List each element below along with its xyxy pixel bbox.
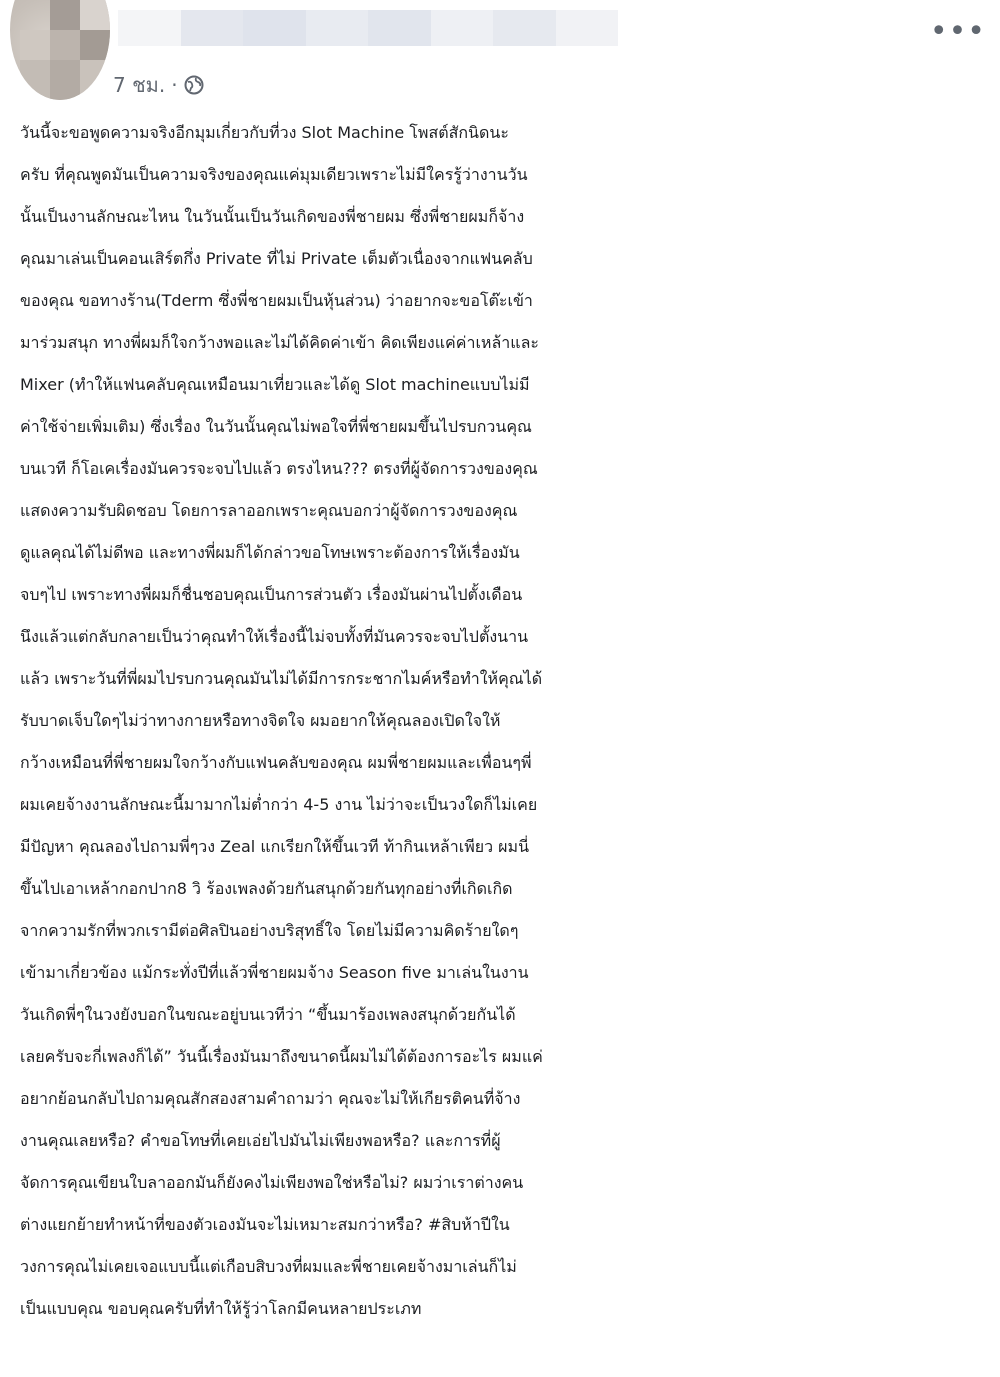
more-options-icon[interactable]: ••• xyxy=(929,14,986,49)
post-text-line: เป็นแบบคุณ ขอบคุณครับที่ทำให้รู้ว่าโลกมีคนหลายประเภท xyxy=(20,1299,422,1318)
post-text-line: จากความรักที่พวกเรามีต่อศิลปินอย่างบริสุทธิ์ใจ โดยไม่มีความคิดร้ายใดๆ xyxy=(20,921,519,940)
post-text-line: บนเวที ก็โอเคเรื่องมันควรจะจบไปแล้ว ตรงไหน??? ตรงที่ผู้จัดการวงของคุณ xyxy=(20,459,538,478)
post-text-line: Mixer (ทำให้แฟนคลับคุณเหมือนมาเที่ยวและได้ดู Slot machineแบบไม่มี xyxy=(20,375,530,394)
post-meta xyxy=(113,70,204,100)
post-text-line: แสดงความรับผิดชอบ โดยการลาออกเพราะคุณบอกว่าผู้จัดการวงของคุณ xyxy=(20,501,518,520)
meta-separator: · xyxy=(171,73,178,97)
post-text-line: จัดการคุณเขียนใบลาออกมันก็ยังคงไม่เพียงพอใช่หรือไม่? ผมว่าเราต่างคน xyxy=(20,1173,524,1192)
post-text-line: ขึ้นไปเอาเหล้ากอกปาก8 วิ ร้องเพลงด้วยกันสนุกด้วยกันทุกอย่างที่เกิดเกิด xyxy=(20,879,513,898)
post-text-line: นั้นเป็นงานลักษณะไหน ในวันนั้นเป็นวันเกิดของพี่ชายผม ซึ่งพี่ชายผมก็จ้าง xyxy=(20,207,525,226)
avatar[interactable] xyxy=(10,0,110,100)
post-timestamp[interactable]: 7 ชม. xyxy=(113,73,166,97)
post-text-line: ค่าใช้จ่ายเพิ่มเติม) ซึ่งเรื่อง ในวันนั้นคุณไม่พอใจที่พี่ชายผมขึ้นไปรบกวนคุณ xyxy=(20,417,532,436)
post-text-line: ของคุณ ขอทางร้าน(Tderm ซึ่งพี่ชายผมเป็นหุ้นส่วน) ว่าอยากจะขอโต๊ะเข้า xyxy=(20,291,533,310)
post-text-line: วงการคุณไม่เคยเจอแบบนี้แต่เกือบสิบวงที่ผมและพี่ชายเคยจ้างมาเล่นก็ไม่ xyxy=(20,1257,517,1276)
post-text-line: กว้างเหมือนที่พี่ชายผมใจกว้างกับแฟนคลับของคุณ ผมพี่ชายผมและเพื่อนๆพี่ xyxy=(20,753,532,772)
author-name-redacted[interactable] xyxy=(118,10,618,46)
post-text-line: อยากย้อนกลับไปถามคุณสักสองสามคำถามว่า คุณจะไม่ให้เกียรติคนที่จ้าง xyxy=(20,1089,521,1108)
post-text-line: วันนี้จะขอพูดความจริงอีกมุมเกี่ยวกับที่วง Slot Machine โพสต์สักนิดนะ xyxy=(20,123,509,142)
post-text-line: นึงแล้วแต่กลับกลายเป็นว่าคุณทำให้เรื่องนี้ไม่จบทั้งที่มันควรจะจบไปตั้งนาน xyxy=(20,627,529,646)
post-text-line: งานคุณเลยหรือ? คำขอโทษที่เคยเอ่ยไปมันไม่เพียงพอหรือ? และการที่ผู้ xyxy=(20,1131,501,1150)
post-text-line: ครับ ที่คุณพูดมันเป็นความจริงของคุณแค่มุมเดียวเพราะไม่มีใครรู้ว่างานวัน xyxy=(20,165,528,184)
post-text-line: มาร่วมสนุก ทางพี่ผมก็ใจกว้างพอและไม่ได้คิดค่าเข้า คิดเพียงแค่ค่าเหล้าและ xyxy=(20,333,539,352)
post-text-line: วันเกิดพี่ๆในวงยังบอกในขณะอยู่บนเวทีว่า “ขึ้นมาร้องเพลงสนุกด้วยกันได้ xyxy=(20,1005,516,1024)
post-text-line: แล้ว เพราะวันที่พี่ผมไปรบกวนคุณมันไม่ได้มีการกระชากไมค์หรือทำให้คุณได้ xyxy=(20,669,543,688)
post-text-line: มีปัญหา คุณลองไปถามพี่ๆวง Zeal แกเรียกให้ขึ้นเวที ท้ากินเหล้าเพียว ผมนี่ xyxy=(20,837,530,856)
post-text-line: ดูแลคุณได้ไม่ดีพอ และทางพี่ผมก็ได้กล่าวขอโทษเพราะต้องการให้เรื่องมัน xyxy=(20,543,520,562)
post-text-line: เลยครับจะกี่เพลงก็ได้” วันนี้เรื่องมันมาถึงขนาดนี้ผมไม่ได้ต้องการอะไร ผมแค่ xyxy=(20,1047,543,1066)
post-text-line: ต่างแยกย้ายทำหน้าที่ของตัวเองมันจะไม่เหมาะสมกว่าหรือ? #สิบห้าปีใน xyxy=(20,1215,510,1234)
post-text-line: เข้ามาเกี่ยวข้อง แม้กระทั่งปีที่แล้วพี่ชายผมจ้าง Season five มาเล่นในงาน xyxy=(20,963,529,982)
post-text-line: รับบาดเจ็บใดๆไม่ว่าทางกายหรือทางจิตใจ ผมอยากให้คุณลองเปิดใจให้ xyxy=(20,711,501,730)
post-text-line: จบๆไป เพราะทางพี่ผมก็ชื่นชอบคุณเป็นการส่วนตัว เรื่องมันผ่านไปตั้งเดือน xyxy=(20,585,523,604)
post-body xyxy=(20,112,990,1330)
post-text-line: ผมเคยจ้างงานลักษณะนี้มามากไม่ต่ำกว่า 4-5 งาน ไม่ว่าจะเป็นวงใดก็ไม่เคย xyxy=(20,795,538,814)
post-text-line: คุณมาเล่นเป็นคอนเสิร์ตกึ่ง Private ที่ไม่ Private เต็มตัวเนื่องจากแฟนคลับ xyxy=(20,249,533,268)
globe-icon[interactable] xyxy=(184,75,204,95)
